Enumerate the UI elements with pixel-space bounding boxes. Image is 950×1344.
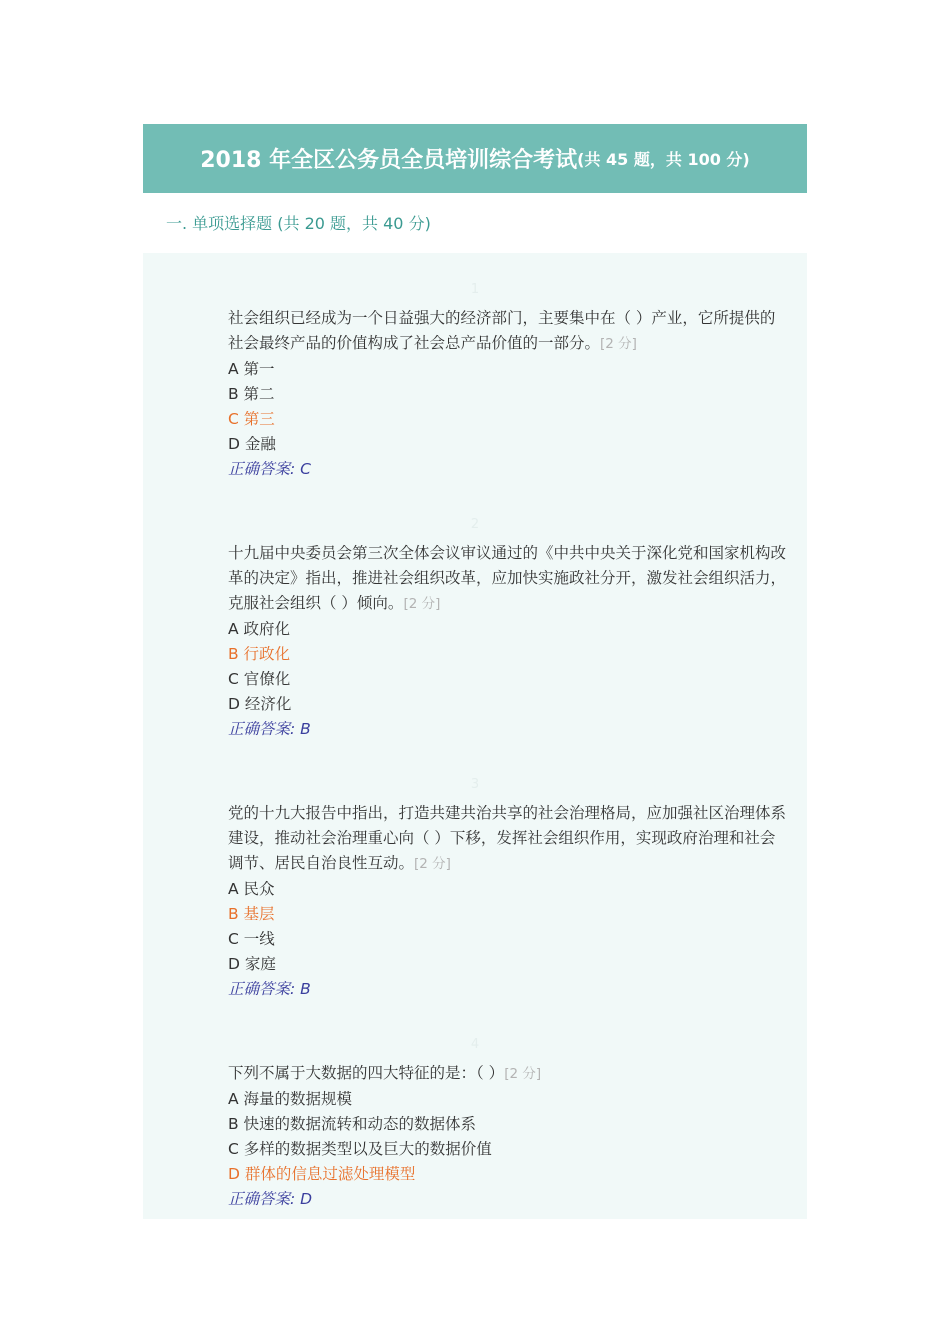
option-c: C 官僚化 (228, 670, 291, 688)
section-title: 一. 单项选择题 (共 20 题，共 40 分) (166, 214, 431, 233)
question-number: 3 (470, 777, 480, 792)
exam-header (143, 124, 807, 193)
question-text (228, 306, 788, 357)
question-text (228, 801, 788, 877)
correct-answer: 正确答案: B (228, 720, 311, 738)
option-c: C 一线 (228, 930, 275, 948)
option-d-correct: D 群体的信息过滤处理模型 (228, 1165, 416, 1183)
question-text (228, 541, 788, 617)
question-text (228, 1061, 788, 1087)
option-c-correct: C 第三 (228, 410, 275, 428)
option-b: B 快速的数据流转和动态的数据体系 (228, 1115, 477, 1133)
question-stem: 下列不属于大数据的四大特征的是：（ ） (228, 1064, 505, 1082)
question-4 (228, 1036, 788, 1212)
option-b-correct: B 行政化 (228, 645, 291, 663)
questions-panel (143, 253, 807, 1219)
option-d: D 金融 (228, 435, 276, 453)
question-2 (228, 516, 788, 742)
question-stem: 十九届中央委员会第三次全体会议审议通过的《中共中央关于深化党和国家机构改革的决定》指出，推进社会组织改革，应加快实施政社分开，激发社会组织活力，克服社会组织（ ）倾向。 (228, 544, 787, 612)
option-b: B 第二 (228, 385, 275, 403)
question-3 (228, 776, 788, 1002)
exam-title-summary: (共 45 题，共 100 分) (577, 150, 750, 169)
correct-answer: 正确答案: D (228, 1190, 313, 1208)
question-1 (228, 281, 788, 482)
question-score: [2 分] (403, 596, 441, 612)
correct-answer: 正确答案: B (228, 980, 311, 998)
exam-title: 2018 年全区公务员全员培训综合考试 (200, 148, 578, 173)
question-score: [2 分] (414, 856, 451, 872)
question-score: [2 分] (600, 336, 637, 352)
correct-answer: 正确答案: C (228, 460, 311, 478)
option-d: D 家庭 (228, 955, 276, 973)
option-a: A 民众 (228, 880, 275, 898)
option-a: A 第一 (228, 360, 275, 378)
question-score: [2 分] (504, 1066, 542, 1082)
question-stem: 社会组织已经成为一个日益强大的经济部门，主要集中在（ ）产业，它所提供的社会最终产品的价值构成了社会总产品价值的一部分。 (228, 309, 776, 352)
question-number: 2 (470, 517, 480, 532)
option-b-correct: B 基层 (228, 905, 275, 923)
option-a: A 海量的数据规模 (228, 1090, 353, 1108)
question-number: 4 (470, 1037, 480, 1052)
question-stem: 党的十九大报告中指出，打造共建共治共享的社会治理格局，应加强社区治理体系建设，推动社会治理重心向（ ）下移，发挥社会组织作用，实现政府治理和社会调节、居民自治良性互动。 (228, 804, 787, 872)
question-number: 1 (470, 282, 480, 297)
option-c: C 多样的数据类型以及巨大的数据价值 (228, 1140, 492, 1158)
option-a: A 政府化 (228, 620, 291, 638)
option-d: D 经济化 (228, 695, 292, 713)
